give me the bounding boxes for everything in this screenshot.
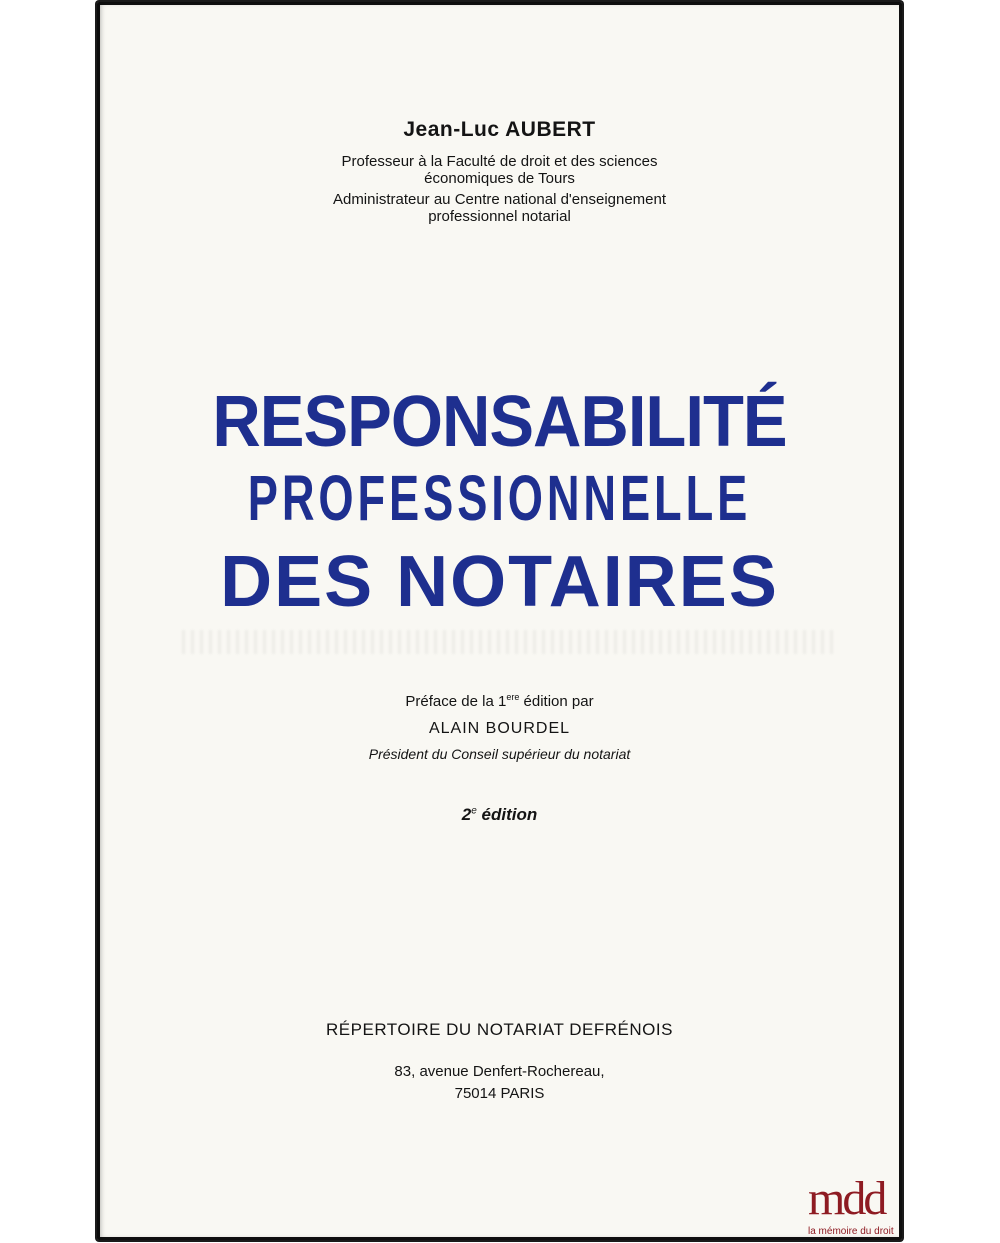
author-affiliation-line: Administrateur au Centre national d'enseignement [332, 191, 667, 208]
preface-author: ALAIN BOURDEL [428, 720, 571, 737]
edition-number: 2 [461, 805, 472, 824]
author-first-name: Jean-Luc [403, 118, 500, 141]
edition-label [97, 805, 902, 825]
preface-superscript: ere [506, 692, 520, 702]
author-last-name: AUBERT [505, 118, 596, 141]
author-name [97, 118, 902, 142]
preface-suffix: édition par [519, 693, 594, 710]
title-line-1: RESPONSABILITÉ [212, 380, 787, 462]
book-cover [97, 2, 902, 1240]
author-affiliation-line: économiques de Tours [424, 170, 575, 187]
mdd-logo [800, 1172, 1000, 1243]
edition-superscript: e [471, 805, 477, 817]
publisher-name: RÉPERTOIRE DU NOTARIAT DEFRÉNOIS [326, 1020, 673, 1039]
logo-tagline: la mémoire du droit [808, 1226, 894, 1237]
logo-mark: mdd [808, 1172, 885, 1225]
preface-author-role: Président du Conseil supérieur du notariat [368, 746, 631, 762]
preface-line [97, 692, 902, 710]
author-affiliation-line: Professeur à la Faculté de droit et des sciences [341, 153, 658, 170]
print-smudge [182, 630, 837, 654]
title-line-2: PROFESSIONNELLE [247, 462, 752, 535]
publisher-address-line-2: 75014 PARIS [454, 1085, 545, 1102]
edition-text: édition [476, 805, 538, 824]
title-line-3: DES NOTAIRES [220, 542, 779, 622]
publisher-address-line-1: 83, avenue Denfert-Rochereau, [394, 1063, 605, 1080]
author-affiliation-line: professionnel notarial [428, 208, 571, 225]
preface-prefix: Préface de la 1 [405, 693, 507, 710]
